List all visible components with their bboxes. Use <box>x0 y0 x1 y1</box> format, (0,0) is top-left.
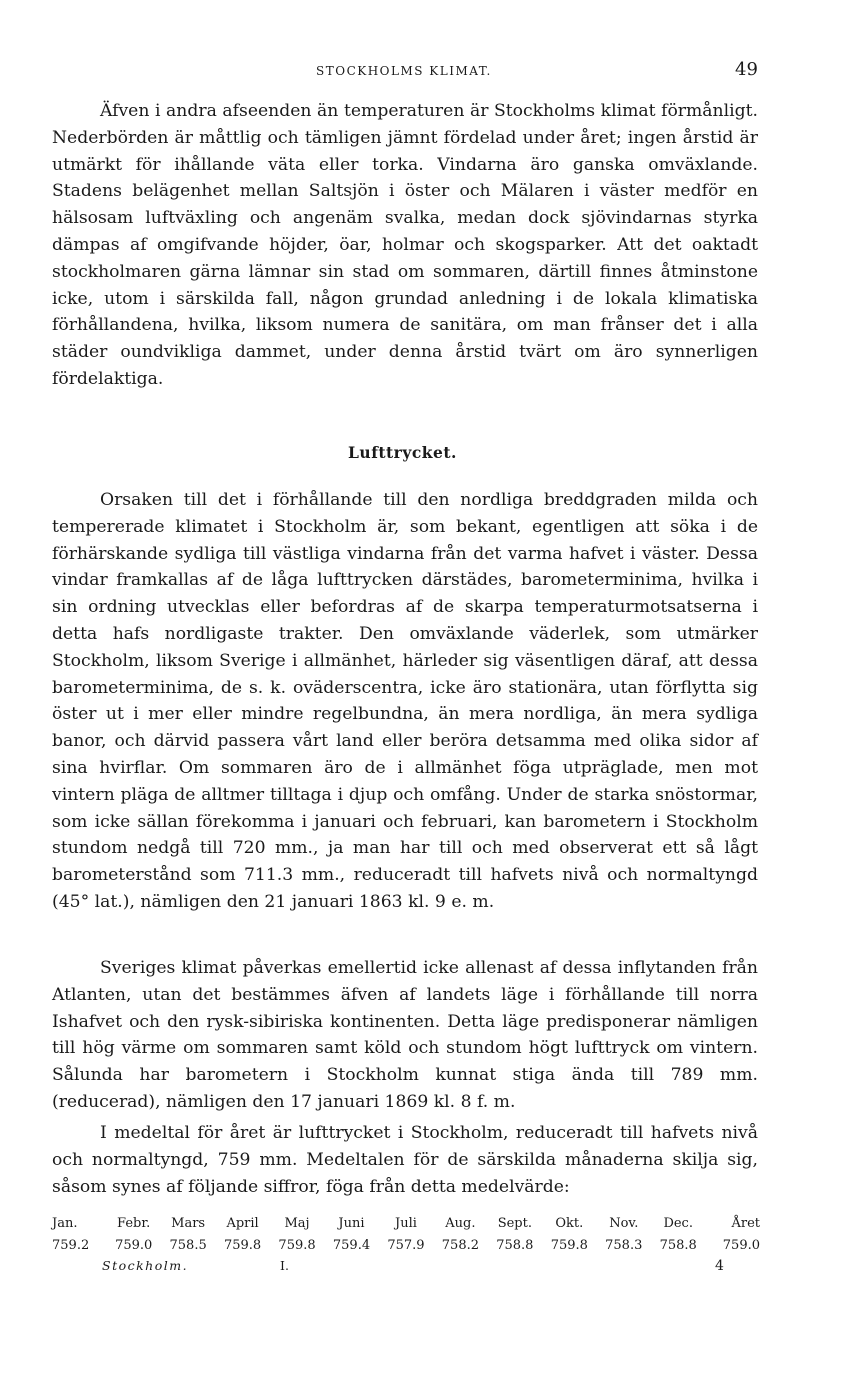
month-header: Maj <box>284 1215 310 1231</box>
paragraph: Orsaken till det i förhållande till den nordliga breddgraden milda och tempererade klimatet i Stockholm är, som bekant, egentligen att söka i de förhärskande sydliga till västliga vindarna från det varma hafvet i väster. Dessa vindar framkallas af de låga lufttrycken därstädes, barometerminima, hvilka i sin ordning utvecklas eller befordras af de skarpa temperaturmotsatserna i detta hafs nordligaste trakter. Den omväxlande väderlek, som utmärker Stockholm, liksom Sverige i allmänhet, härleder sig väsentligen däraf, att dessa barometerminima, de s. k. oväderscentra, icke äro stationära, utan förflytta sig öster ut i mer eller mindre regelbundna, än mera nordliga, än mera sydliga banor, och därvid passera vårt land eller beröra detsamma med olika sidor af sina hvirflar. Om sommaren äro de i allmänhet föga utpräglade, men mot vintern pläga de alltmer tilltaga i djup och omfång. Under de starka snöstormar, som icke sällan förekomma i januari och februari, kan barometern i Stockholm stundom nedgå till 720 mm., ja man har till och med observerat ett så lågt barometerstånd som 711.3 mm., reduceradt till hafvets nivå och normaltyngd (45° lat.), nämligen den 21 januari 1863 kl. 9 e. m. <box>52 490 758 912</box>
month-header: Febr. <box>117 1215 151 1231</box>
month-header: April <box>226 1215 259 1231</box>
pressure-table <box>52 1212 760 1256</box>
signature-text: Stockholm. <box>102 1258 189 1273</box>
pressure-value: 759.2 <box>52 1237 90 1253</box>
pressure-value: 759.8 <box>550 1237 588 1253</box>
table-header-row <box>52 1212 760 1234</box>
year-header: Året <box>731 1215 760 1231</box>
paragraph: I medeltal för året är lufttrycket i Stockholm, reduceradt till hafvets nivå och normaltyngd, 759 mm. Medeltalen för de särskilda månaderna skilja sig, såsom synes af följande siffror, föga från detta medelvärde: <box>52 1123 758 1197</box>
page-number: 49 <box>735 59 758 80</box>
pressure-value: 757.9 <box>387 1237 425 1253</box>
paragraph: Äfven i andra afseenden än temperaturen är Stockholms klimat förmånligt. Nederbörden är måttlig och tämligen jämnt fördelad under året; ingen årstid är utmärkt för ihållande väta eller torka. Vindarna äro ganska omväxlande. Stadens belägenhet mellan Saltsjön i öster och Mälaren i väster medför en hälsosam luftväxling och angenäm svalka, medan dock sjövindarnas styrka dämpas af omgifvande höjder, öar, holmar och skogsparker. Att det oaktadt stockholmaren gärna lämnar sin stad om sommaren, därtill finnes åtminstone icke, utom i särskilda fall, någon grundad anledning i de lokala klimatiska förhållandena, hvilka, liksom numera de sanitära, om man frånser det i alla städer oundvikliga dammet, under denna årstid tvärt om äro synnerligen fördelaktiga. <box>52 101 758 389</box>
pressure-value: 758.8 <box>496 1237 534 1253</box>
table-row <box>52 1234 760 1256</box>
month-header: Okt. <box>555 1215 584 1231</box>
running-header: STOCKHOLMS KLIMAT. <box>316 64 492 78</box>
sheet-number: 4 <box>715 1258 724 1274</box>
pressure-value: 758.3 <box>605 1237 643 1253</box>
pressure-value: 759.4 <box>332 1237 371 1253</box>
month-header: Juni <box>338 1215 365 1231</box>
pressure-value: 759.8 <box>278 1237 316 1253</box>
signature-number: I. <box>280 1258 289 1273</box>
pressure-value: 758.5 <box>169 1237 207 1253</box>
month-header: Mars <box>171 1215 206 1231</box>
printer-signature <box>102 1258 289 1273</box>
month-header: Dec. <box>663 1215 693 1231</box>
pressure-value: 759.8 <box>223 1237 262 1253</box>
pressure-value: 759.0 <box>115 1237 153 1253</box>
month-header: Sept. <box>497 1215 532 1231</box>
section-heading: Lufttrycket. <box>348 443 457 462</box>
month-header: Aug. <box>445 1215 476 1231</box>
paragraph: Sveriges klimat påverkas emellertid icke allenast af dessa inflytanden från Atlanten, utan det bestämmes äfven af landets läge i förhållande till norra Ishafvet och den rysk-sibiriska kontinenten. Detta läge predisponerar nämligen till hög värme om sommaren samt köld och stundom högt lufttryck om vintern. Sålunda har barometern i Stockholm kunnat stiga ända till 789 mm. (reducerad), nämligen den 17 januari 1869 kl. 8 f. m. <box>52 958 758 1112</box>
month-header: Jan. <box>52 1215 78 1231</box>
month-header: Nov. <box>609 1215 639 1231</box>
pressure-value: 758.8 <box>659 1237 697 1253</box>
month-header: Juli <box>394 1215 417 1231</box>
pressure-value: 758.2 <box>441 1237 479 1253</box>
pressure-value-year: 759.0 <box>722 1237 760 1253</box>
